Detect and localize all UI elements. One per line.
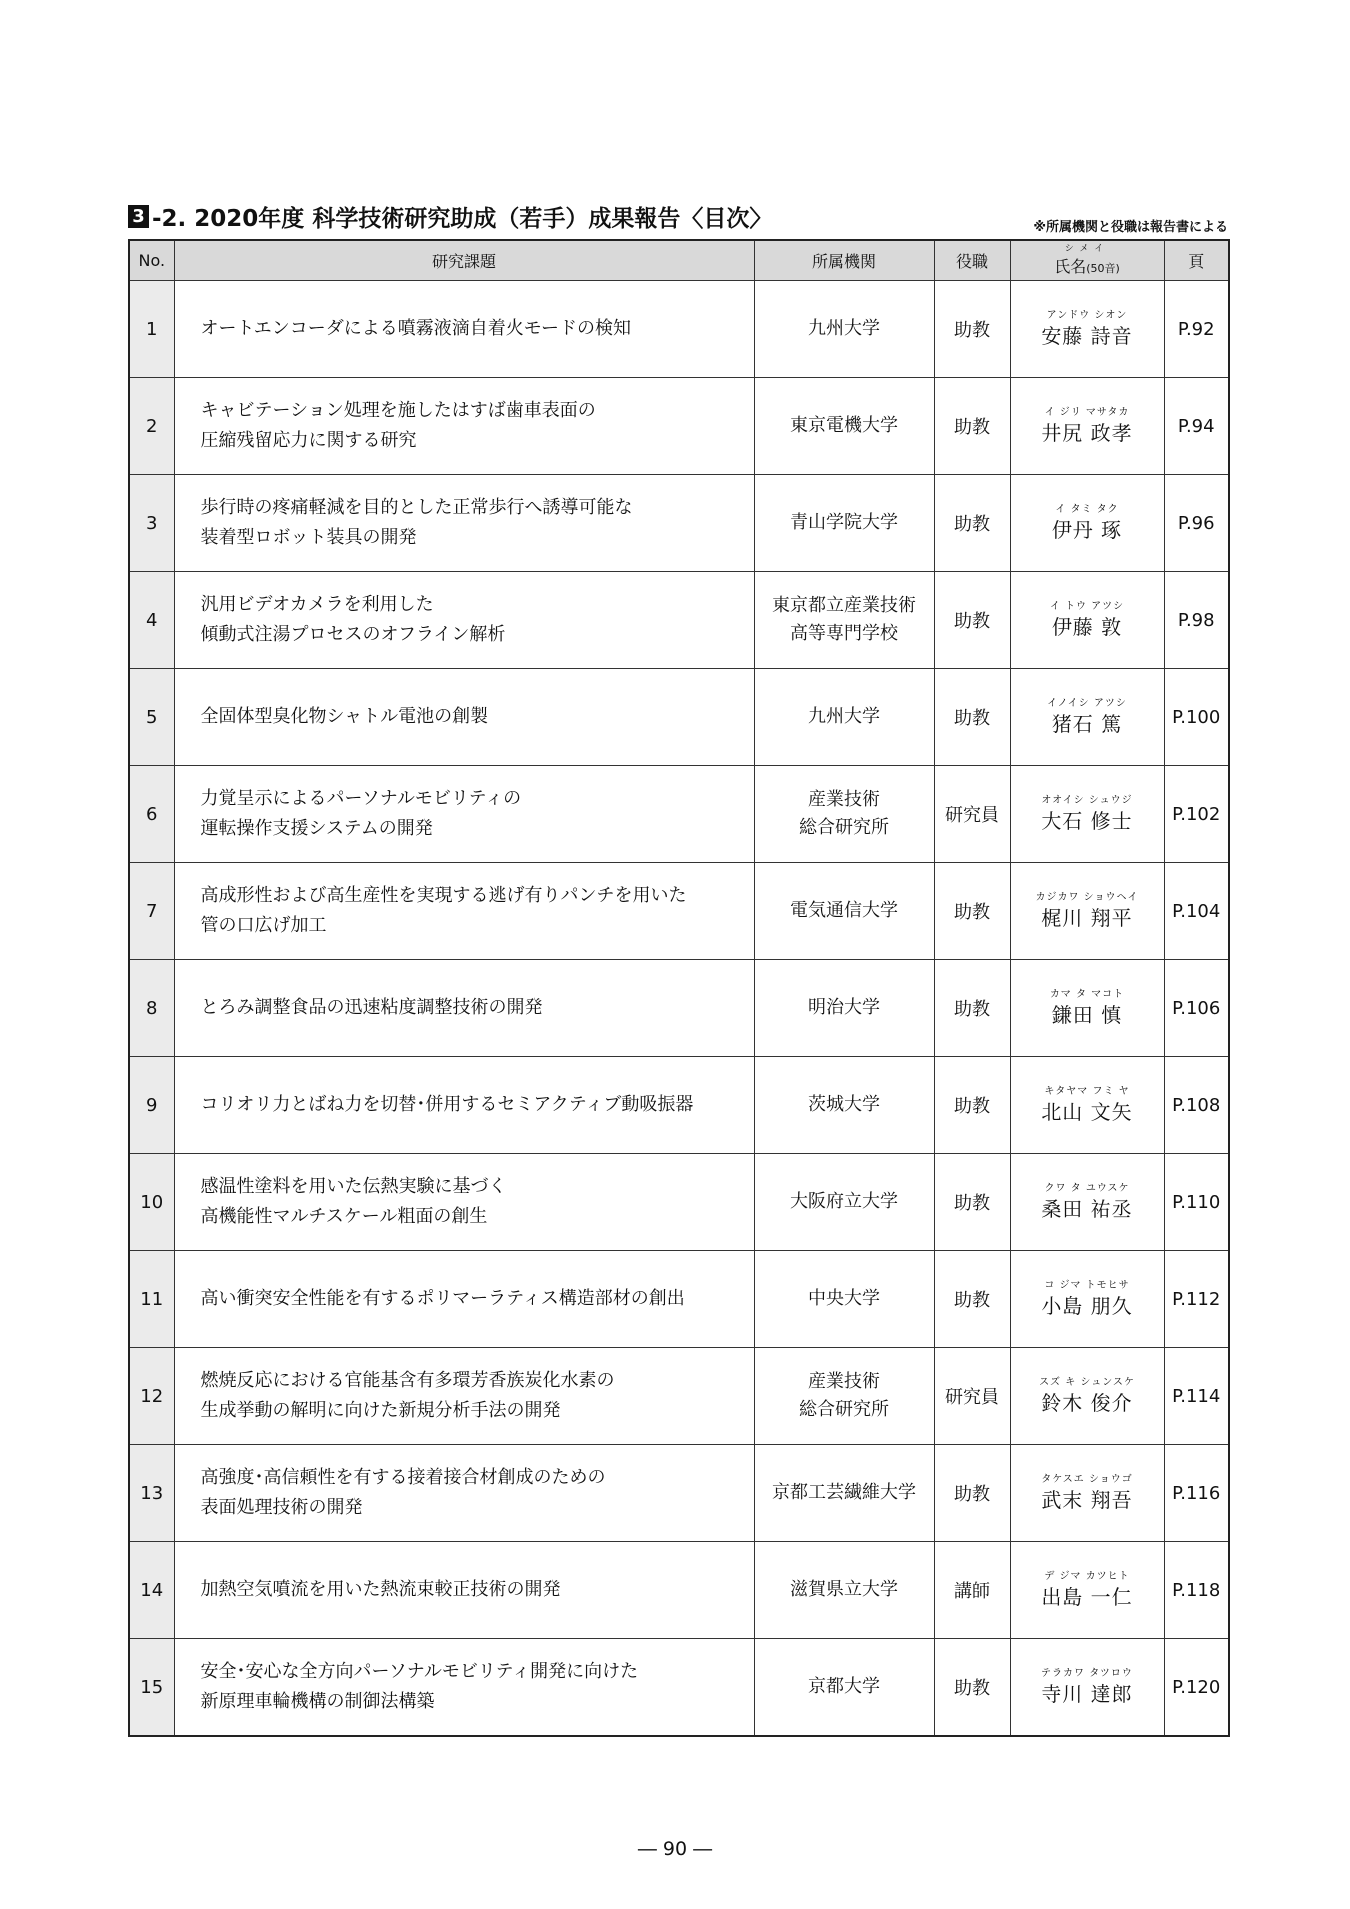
name-kanji: 小島 朋久 [1041,1294,1133,1318]
row-number: 2 [129,378,174,475]
affiliation [754,1251,934,1348]
page-ref: P.106 [1164,960,1229,1057]
section-number-badge: 3 [128,205,149,228]
researcher-name [1010,1542,1164,1639]
affiliation [754,960,934,1057]
table-row [129,1445,1229,1542]
row-number: 1 [129,281,174,378]
row-number: 4 [129,572,174,669]
researcher-name [1010,1057,1164,1154]
row-number: 11 [129,1251,174,1348]
row-number: 8 [129,960,174,1057]
researcher-name [1010,863,1164,960]
research-title-line: 高成形性および高生産性を実現する逃げ有りパンチを用いた [200,885,687,906]
row-number: 15 [129,1639,174,1737]
table-row [129,960,1229,1057]
position: 助教 [934,572,1010,669]
name-ruby: オオイシ シュウジ [1041,795,1133,806]
research-title-line: 運転操作支援システムの開発 [200,818,433,839]
research-title [174,1639,754,1737]
page-ref: P.104 [1164,863,1229,960]
affiliation [754,669,934,766]
name-ruby: イノイシ アツシ [1047,698,1127,709]
research-title-line: 力覚呈示によるパーソナルモビリティの [200,788,522,809]
affiliation [754,378,934,475]
affiliation [754,1445,934,1542]
affiliation-line: 東京都立産業技術 [772,595,916,616]
research-title-line: 全固体型臭化物シャトル電池の創製 [200,706,489,727]
research-title-line: 管の口広げ加工 [200,915,327,936]
toc-table [128,239,1230,1737]
page-ref: P.116 [1164,1445,1229,1542]
section-header [128,200,1228,236]
research-title [174,281,754,378]
header-note: ※所属機関と役職は報告書による [1033,220,1228,235]
affiliation-line: 電気通信大学 [790,900,898,921]
name-kanji: 大石 修士 [1041,809,1133,833]
affiliation [754,572,934,669]
affiliation-line: 京都大学 [808,1676,880,1697]
research-title [174,1348,754,1445]
research-title-line: 感温性塗料を用いた伝熱実験に基づく [200,1176,507,1197]
research-title [174,669,754,766]
page-ref: P.108 [1164,1057,1229,1154]
table-row [129,378,1229,475]
name-ruby: アンドウ シオン [1046,310,1128,321]
name-kanji: 伊丹 琢 [1051,518,1123,542]
name-kanji: 寺川 達郎 [1041,1682,1133,1706]
affiliation-line: 大阪府立大学 [790,1191,898,1212]
row-number: 6 [129,766,174,863]
affiliation [754,1348,934,1445]
affiliation [754,1639,934,1737]
researcher-name [1010,960,1164,1057]
page-ref: P.114 [1164,1348,1229,1445]
affiliation-line: 茨城大学 [808,1094,880,1115]
table-row [129,281,1229,378]
page-ref: P.112 [1164,1251,1229,1348]
page-ref: P.110 [1164,1154,1229,1251]
col-header-name-note: (50音) [1086,261,1120,275]
research-title [174,1057,754,1154]
row-number: 3 [129,475,174,572]
research-title-line: 装着型ロボット装具の開発 [200,527,417,548]
affiliation-line: 中央大学 [808,1288,880,1309]
position: 助教 [934,1251,1010,1348]
research-title-line: 安全･安心な全方向パーソナルモビリティ開発に向けた [200,1661,639,1682]
researcher-name [1010,669,1164,766]
col-header-name-ruby: シメイ [1064,243,1110,254]
row-number: 14 [129,1542,174,1639]
col-header-title: 研究課題 [174,240,754,281]
position: 助教 [934,1154,1010,1251]
affiliation-line: 総合研究所 [799,817,889,838]
position: 助教 [934,281,1010,378]
col-header-no: No. [129,240,174,281]
section-title [128,200,772,233]
name-ruby: イ ジリ マサタカ [1044,407,1130,418]
table-row [129,1154,1229,1251]
research-title-line: 傾動式注湯プロセスのオフライン解析 [200,624,506,645]
researcher-name [1010,475,1164,572]
row-number: 12 [129,1348,174,1445]
table-row [129,572,1229,669]
research-title-line: 生成挙動の解明に向けた新規分析手法の開発 [200,1400,561,1421]
row-number: 5 [129,669,174,766]
position: 助教 [934,475,1010,572]
affiliation-line: 東京電機大学 [790,415,898,436]
table-row [129,1251,1229,1348]
name-kanji: 井尻 政孝 [1041,421,1133,445]
position: 助教 [934,1639,1010,1737]
affiliation [754,1542,934,1639]
research-title [174,572,754,669]
name-kanji: 梶川 翔平 [1041,906,1133,930]
research-title [174,475,754,572]
affiliation-line: 九州大学 [808,318,880,339]
research-title [174,1251,754,1348]
affiliation [754,766,934,863]
research-title-line: 圧縮残留応力に関する研究 [200,430,417,451]
table-row [129,1348,1229,1445]
table-row [129,766,1229,863]
researcher-name [1010,1348,1164,1445]
research-title-line: 高い衝突安全性能を有するポリマーラティス構造部材の創出 [200,1288,685,1309]
research-title-line: 燃焼反応における官能基含有多環芳香族炭化水素の [200,1370,615,1391]
section-title-text: -2. 2020年度 科学技術研究助成（若手）成果報告〈目次〉 [152,206,773,232]
affiliation-line: 九州大学 [808,706,880,727]
table-row [129,863,1229,960]
name-kanji: 鈴木 俊介 [1041,1391,1133,1415]
page-ref: P.100 [1164,669,1229,766]
name-ruby: テラカワ タツロウ [1041,1668,1133,1679]
research-title [174,1154,754,1251]
name-kanji: 伊藤 敦 [1051,615,1123,639]
researcher-name [1010,1154,1164,1251]
page-ref: P.102 [1164,766,1229,863]
page-ref: P.98 [1164,572,1229,669]
research-title-line: 歩行時の疼痛軽減を目的とした正常歩行へ誘導可能な [200,497,633,518]
position: 助教 [934,1445,1010,1542]
col-header-affiliation: 所属機関 [754,240,934,281]
affiliation [754,281,934,378]
research-title [174,378,754,475]
table-header-row [129,240,1229,281]
research-title-line: 汎用ビデオカメラを利用した [200,594,434,615]
name-ruby: キタヤマ フミ ヤ [1044,1086,1130,1097]
researcher-name [1010,572,1164,669]
position: 助教 [934,378,1010,475]
page-ref: P.120 [1164,1639,1229,1737]
name-kanji: 北山 文矢 [1041,1100,1133,1124]
affiliation-line: 滋賀県立大学 [790,1579,898,1600]
research-title [174,1445,754,1542]
affiliation-line: 総合研究所 [799,1399,889,1420]
name-kanji: 安藤 詩音 [1041,324,1133,348]
researcher-name [1010,1445,1164,1542]
research-title [174,766,754,863]
researcher-name [1010,1639,1164,1737]
page-ref: P.118 [1164,1542,1229,1639]
position: 助教 [934,960,1010,1057]
research-title [174,1542,754,1639]
table-body [129,281,1229,1737]
affiliation-line: 京都工芸繊維大学 [772,1482,916,1503]
affiliation-line: 高等専門学校 [790,623,898,644]
affiliation-line: 明治大学 [808,997,880,1018]
name-ruby: スズ キ シュンスケ [1039,1377,1135,1388]
table-row [129,669,1229,766]
affiliation [754,475,934,572]
research-title [174,960,754,1057]
research-title-line: キャビテーション処理を施したはすば歯車表面の [200,400,596,421]
table-row [129,1057,1229,1154]
name-kanji: 出島 一仁 [1041,1585,1133,1609]
page-number: ― 90 ― [637,1838,713,1860]
name-kanji: 鎌田 慎 [1051,1003,1123,1027]
row-number: 13 [129,1445,174,1542]
affiliation-line: 産業技術 [808,789,880,810]
table-row [129,475,1229,572]
research-title-line: 表面処理技術の開発 [200,1497,363,1518]
name-kanji: 猪石 篤 [1051,712,1123,736]
name-ruby: カジカワ ショウヘイ [1035,892,1139,903]
name-ruby: クワ タ ユウスケ [1044,1183,1130,1194]
page-ref: P.96 [1164,475,1229,572]
row-number: 10 [129,1154,174,1251]
research-title-line: 高機能性マルチスケール粗面の創生 [200,1206,488,1227]
researcher-name [1010,766,1164,863]
name-ruby: タケスエ ショウゴ [1041,1474,1133,1485]
name-ruby: コ ジマ トモヒサ [1044,1280,1130,1291]
research-title-line: コリオリ力とばね力を切替･併用するセミアクティブ動吸振器 [200,1094,694,1115]
name-ruby: デ ジマ カツヒト [1044,1571,1130,1582]
research-title-line: 加熱空気噴流を用いた熱流束較正技術の開発 [200,1579,561,1600]
researcher-name [1010,1251,1164,1348]
page-ref: P.92 [1164,281,1229,378]
col-header-name-label: 氏名 [1054,256,1087,276]
position: 助教 [934,1057,1010,1154]
research-title-line: オートエンコーダによる噴霧液滴自着火モードの検知 [200,318,632,339]
col-header-name [1010,240,1164,281]
table-row [129,1639,1229,1737]
research-title-line: 新原理車輪機構の制御法構築 [200,1691,435,1712]
research-title-line: とろみ調整食品の迅速粘度調整技術の開発 [200,997,543,1018]
affiliation-line: 青山学院大学 [790,512,898,533]
position: 研究員 [934,766,1010,863]
col-header-position: 役職 [934,240,1010,281]
name-kanji: 桑田 祐丞 [1041,1197,1133,1221]
research-title-line: 高強度･高信頼性を有する接着接合材創成のための [200,1467,606,1488]
research-title [174,863,754,960]
row-number: 9 [129,1057,174,1154]
name-ruby: イ タミ タク [1055,504,1119,515]
position: 助教 [934,863,1010,960]
researcher-name [1010,281,1164,378]
col-header-page: 頁 [1164,240,1229,281]
row-number: 7 [129,863,174,960]
affiliation [754,1154,934,1251]
affiliation [754,1057,934,1154]
page-ref: P.94 [1164,378,1229,475]
name-kanji: 武末 翔吾 [1041,1488,1133,1512]
position: 助教 [934,669,1010,766]
affiliation-line: 産業技術 [808,1371,880,1392]
name-ruby: カマ タ マコト [1049,989,1125,1000]
position: 研究員 [934,1348,1010,1445]
table-row [129,1542,1229,1639]
name-ruby: イ トウ アツシ [1049,601,1125,612]
researcher-name [1010,378,1164,475]
affiliation [754,863,934,960]
position: 講師 [934,1542,1010,1639]
